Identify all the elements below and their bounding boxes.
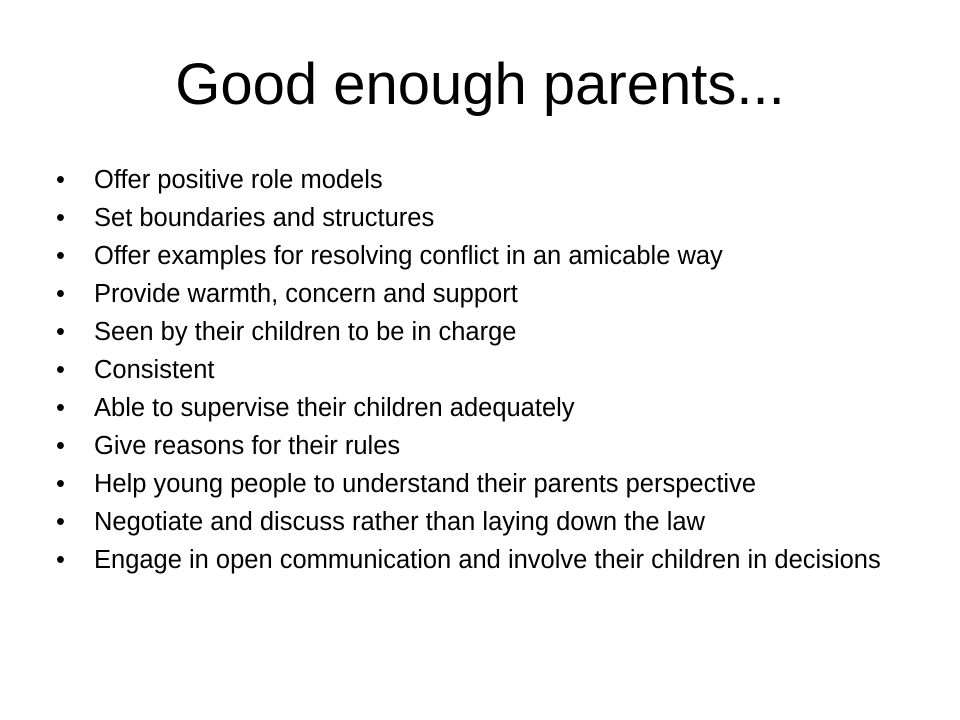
bullet-text: Help young people to understand their parents perspective: [94, 470, 757, 498]
bullet-item: [56, 396, 916, 422]
bullet-text: Seen by their children to be in charge: [94, 318, 517, 346]
slide-title: Good enough parents...: [175, 52, 785, 117]
bullet-item: [56, 168, 916, 194]
bullet-icon: •: [56, 546, 65, 574]
bullet-text: Set boundaries and structures: [94, 204, 435, 232]
bullet-text: Provide warmth, concern and support: [94, 280, 518, 308]
bullet-item: [56, 548, 916, 574]
bullet-icon: •: [56, 318, 65, 346]
bullet-item: [56, 510, 916, 536]
bullet-text: Engage in open communication and involve their children in decisions: [94, 546, 881, 574]
bullet-text: Consistent: [94, 356, 215, 384]
bullet-item: [56, 434, 916, 460]
bullet-icon: •: [56, 508, 65, 536]
bullet-item: [56, 472, 916, 498]
bullet-item: [56, 206, 916, 232]
bullet-text: Offer examples for resolving conflict in an amicable way: [94, 242, 723, 270]
bullet-icon: •: [56, 432, 65, 460]
bullet-item: [56, 358, 916, 384]
bullet-icon: •: [56, 166, 65, 194]
bullet-item: [56, 320, 916, 346]
bullet-icon: •: [56, 356, 65, 384]
bullet-icon: •: [56, 394, 65, 422]
bullet-icon: •: [56, 242, 65, 270]
bullet-item: [56, 244, 916, 270]
bullet-icon: •: [56, 204, 65, 232]
bullet-item: [56, 282, 916, 308]
bullet-icon: •: [56, 470, 65, 498]
bullet-list: [56, 168, 916, 586]
bullet-text: Able to supervise their children adequately: [94, 394, 575, 422]
bullet-text: Give reasons for their rules: [94, 432, 401, 460]
bullet-icon: •: [56, 280, 65, 308]
bullet-text: Offer positive role models: [94, 166, 383, 194]
bullet-text: Negotiate and discuss rather than laying down the law: [94, 508, 705, 536]
